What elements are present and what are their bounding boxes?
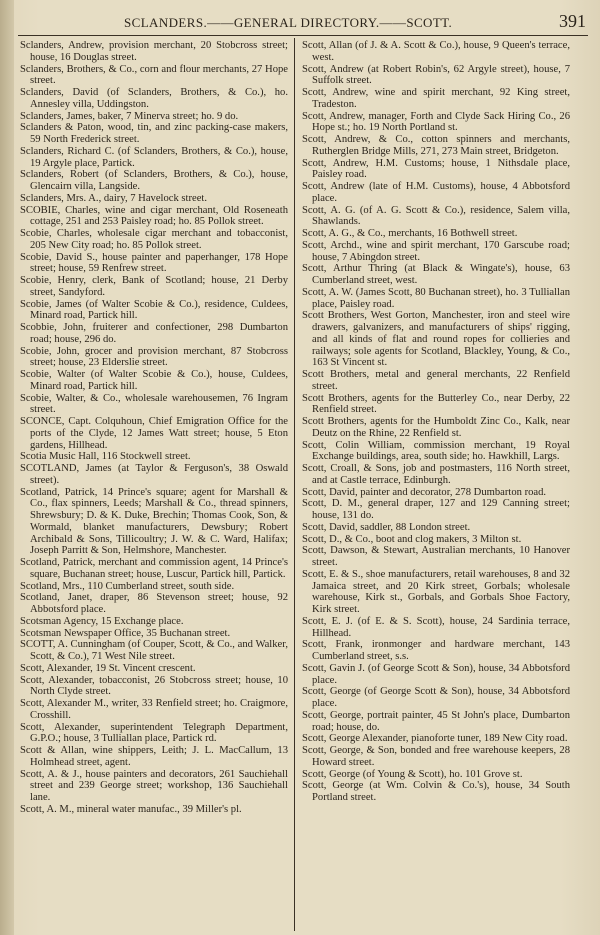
directory-entry: Scobie, Henry, clerk, Bank of Scotland; house, 21 Derby street, Sandyford. <box>20 275 288 298</box>
directory-entry: Scotland, Mrs., 110 Cumberland street, south side. <box>20 580 235 592</box>
directory-entry: Scott, Andrew (late of H.M. Customs), house, 4 Abbotsford place. <box>302 181 570 204</box>
directory-entry: Sclanders, James, baker, 7 Minerva street; ho. 9 do. <box>20 110 239 122</box>
book-gutter <box>0 0 14 935</box>
directory-entry: Scott, E. & S., shoe manufacturers, retail warehouses, 8 and 32 Jamaica street, and 20 Kirk street, Gorbals; wholesale warehouse, Kirk st., Gorbals, and Gorbals Shoe Factory, Kirk street. <box>302 568 570 615</box>
directory-entry: SCOTLAND, James (at Taylor & Ferguson's, 38 Oswald street). <box>20 463 288 486</box>
directory-entry: Scott, Arthur Thring (at Black & Wingate's), house, 63 Cumberland street, west. <box>302 263 570 286</box>
directory-entry: Scott, George (of Young & Scott), ho. 101 Grove st. <box>302 768 523 780</box>
directory-entry: Scott, E. J. (of E. & S. Scott), house, 24 Sardinia terrace, Hillhead. <box>302 615 570 639</box>
page-number: 391 <box>559 11 586 31</box>
directory-entry: Sclanders, Andrew, provision merchant, 20 Stobcross street; house, 16 Douglas street. <box>20 40 288 63</box>
directory-entry: Scotland, Patrick, 14 Prince's square; agent for Marshall & Co., flax spinners, Leeds; Marshall & Co., thread spinners, Shrewsbury; D. & K. Duke, Brechin; Thomas Cook, Son, & Wormald, blanket manufacturers, Dewsbury; Robert Archibald & Sons, Tillicoultry; J. W. & C. Ward, Halifax; Joseph Parritt & Son, Helmshore, Manchester. <box>20 486 288 557</box>
directory-entry: Scott, Alexander, 19 St. Vincent crescent. <box>20 662 196 674</box>
directory-entry: Scott, A. G., & Co., merchants, 16 Bothwell street. <box>302 228 518 239</box>
directory-entry: Scott, A. G. (of A. G. Scott & Co.), residence, Salem villa, Shawlands. <box>302 204 570 228</box>
directory-entry: Scott, George Alexander, pianoforte tuner, 189 New City road. <box>302 733 568 745</box>
directory-entry: Scobie, Walter (of Walter Scobie & Co.), house, Culdees, Minard road, Partick hill. <box>20 369 288 392</box>
directory-entry: Scott, George (of George Scott & Son), house, 34 Abbotsford place. <box>302 686 570 709</box>
directory-entry: Scott, Andrew, manager, Forth and Clyde Sack Hiring Co., 26 Hope st.; ho. 19 North Portland st. <box>302 110 570 134</box>
directory-entry: Scotland, Patrick, merchant and commission agent, 14 Prince's square, Buchanan street; house, Luscur, Partick hill, Partick. <box>20 557 288 580</box>
directory-entry: Scobie, David S., house painter and paperhanger, 178 Hope street; house, 59 Renfrew street. <box>20 251 288 275</box>
directory-entry: Scott, Dawson, & Stewart, Australian merchants, 10 Hanover street. <box>302 545 570 568</box>
directory-entry: Scott, Alexander, superintendent Telegraph Department, G.P.O.; house, 3 Tulliallan place, Partick rd. <box>20 721 288 745</box>
left-column <box>20 40 288 816</box>
directory-entry: Scott, A. M., mineral water manufac., 39 Miller's pl. <box>20 803 242 815</box>
directory-entry: Scott Brothers, metal and general merchants, 22 Renfield street. <box>302 369 570 392</box>
directory-entry: Scobbie, John, fruiterer and confectioner, 298 Dumbarton road; house, 296 do. <box>20 322 288 345</box>
directory-entry: Scott, Andrew, & Co., cotton spinners and merchants, Rutherglen Bridge Mills, 271, 273 Main street, Bridgeton. <box>302 134 570 157</box>
directory-entry: Scobie, Walter, & Co., wholesale warehousemen, 76 Ingram street. <box>20 392 288 416</box>
directory-entry: Sclanders, Richard C. (of Sclanders, Brothers, & Co.), house, 19 Argyle place, Partick. <box>20 145 288 169</box>
directory-entry: Scobie, John, grocer and provision merchant, 87 Stobcross street; house, 23 Elderslie street. <box>20 345 288 369</box>
directory-entry: Scott, Gavin J. (of George Scott & Son), house, 34 Abbotsford place. <box>302 662 570 686</box>
directory-entry: SCOTT, A. Cunningham (of Couper, Scott, & Co., and Walker, Scott, & Co.), 71 West Nile street. <box>20 639 288 662</box>
directory-entry: Scott, Alexander, tobacconist, 26 Stobcross street; house, 10 North Clyde street. <box>20 674 288 698</box>
directory-entry: Scott, Allan (of J. & A. Scott & Co.), house, 9 Queen's terrace, west. <box>302 40 570 63</box>
directory-entry: Scott, Andrew (at Robert Robin's, 62 Argyle street), house, 7 Suffolk street. <box>302 63 570 87</box>
directory-entry: Sclanders, Mrs. A., dairy, 7 Havelock street. <box>20 192 208 204</box>
directory-entry: Scotia Music Hall, 116 Stockwell street. <box>20 451 191 463</box>
directory-entry: Scobie, Charles, wholesale cigar merchant and tobacconist, 205 New City road; ho. 85 Pollok street. <box>20 228 288 251</box>
directory-entry: Scott, George, & Son, bonded and free warehouse keepers, 28 Howard street. <box>302 745 570 768</box>
directory-entry: Scott, David, painter and decorator, 278 Dumbarton road. <box>302 486 547 498</box>
directory-entry: Scott, Archd., wine and spirit merchant, 170 Garscube road; house, 7 Abingdon street. <box>302 239 570 263</box>
directory-entry: Scott, D. M., general draper, 127 and 129 Canning street; house, 131 do. <box>302 498 570 521</box>
directory-entry: Scott, Andrew, wine and spirit merchant, 92 King street, Tradeston. <box>302 87 570 110</box>
directory-entry: Sclanders, Robert (of Sclanders, Brothers, & Co.), house, Glencairn villa, Langside. <box>20 169 288 192</box>
directory-entry: Scott, Colin William, commission merchant, 19 Royal Exchange buildings, area, south side; ho. Hawkhill, Largs. <box>302 439 570 463</box>
page-header <box>14 6 600 34</box>
directory-entry: Scott, D., & Co., boot and clog makers, 3 Milton st. <box>302 533 522 545</box>
running-head: SCLANDERS.——GENERAL DIRECTORY.——SCOTT. <box>124 15 453 30</box>
directory-entry: Scott, George (at Wm. Colvin & Co.'s), house, 34 South Portland street. <box>302 780 570 803</box>
directory-entry: SCONCE, Capt. Colquhoun, Chief Emigration Office for the ports of the Clyde, 12 James Watt street; house, 5 Eton gardens, Hillhead. <box>20 416 288 451</box>
directory-entry: Scott, Alexander M., writer, 33 Renfield street; ho. Craigmore, Crosshill. <box>20 698 288 721</box>
directory-entry: Scobie, James (of Walter Scobie & Co.), residence, Culdees, Minard road, Partick hill. <box>20 298 288 322</box>
directory-entry: Scott, Andrew, H.M. Customs; house, 1 Nithsdale place, Paisley road. <box>302 157 570 181</box>
header-rule <box>18 35 588 36</box>
directory-entry: Scott, Croall, & Sons, job and postmasters, 116 North street, and at Castle terrace, Edinburgh. <box>302 463 570 486</box>
directory-entry: Scott Brothers, agents for the Humboldt Zinc Co., Kalk, near Deutz on the Rhine, 22 Renfield st. <box>302 416 570 439</box>
directory-entry: Scotland, Janet, draper, 86 Stevenson street; house, 92 Abbotsford place. <box>20 592 288 615</box>
directory-entry: Sclanders & Paton, wood, tin, and zinc packing-case makers, 59 North Frederick street. <box>20 122 288 145</box>
directory-entry: Scotsman Newspaper Office, 35 Buchanan street. <box>20 627 231 639</box>
right-column <box>302 40 570 804</box>
directory-entry: SCOBIE, Charles, wine and cigar merchant, Old Roseneath cottage, 251 and 253 Paisley road; ho. 85 Pollok street. <box>20 204 288 228</box>
directory-entry: Sclanders, David (of Sclanders, Brothers, & Co.), ho. Annesley villa, Uddingston. <box>20 87 288 110</box>
directory-entry: Scott Brothers, West Gorton, Manchester, iron and steel wire drawers, galvanizers, and manufacturers of ships' rigging, and all kinds of flat and round ropes for collieries and railways; sole agents for Scotland, Blackley, Young, & Co., 163 St Vincent st. <box>302 310 570 369</box>
directory-entry: Scott & Allan, wine shippers, Leith; J. L. MacCallum, 13 Holmhead street, agent. <box>20 745 288 768</box>
directory-entry: Scott, A. W. (James Scott, 80 Buchanan street), ho. 3 Tulliallan place, Paisley road. <box>302 286 570 310</box>
directory-entry: Scott, David, saddler, 88 London street. <box>302 521 471 533</box>
directory-entry: Scotsman Agency, 15 Exchange place. <box>20 615 184 627</box>
directory-entry: Scott, George, portrait painter, 45 St John's place, Dumbarton road; house, do. <box>302 709 570 733</box>
directory-entry: Scott, A. & J., house painters and decorators, 261 Sauchiehall street and 239 George street; workshop, 136 Sauchiehall lane. <box>20 768 288 803</box>
directory-entry: Scott Brothers, agents for the Butterley Co., near Derby, 22 Renfield street. <box>302 392 570 416</box>
column-divider <box>294 38 295 931</box>
directory-entry: Sclanders, Brothers, & Co., corn and flour merchants, 27 Hope street. <box>20 63 288 87</box>
directory-entry: Scott, Frank, ironmonger and hardware merchant, 143 Cumberland street, s.s. <box>302 639 570 662</box>
